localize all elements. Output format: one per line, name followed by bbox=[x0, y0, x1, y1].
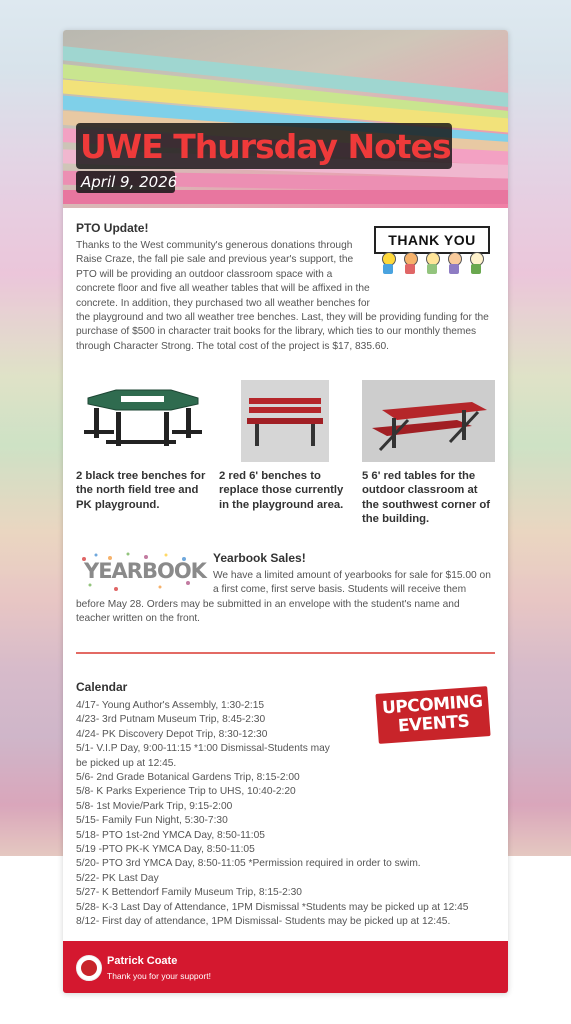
hero-banner bbox=[63, 30, 508, 208]
calendar-item: 5/28- K-3 Last Day of Attendance, 1PM Dismissal *Students may be picked up at 12:45 bbox=[76, 901, 469, 913]
yearbook-logo-text: YEARBOOK bbox=[84, 559, 206, 583]
yearbook-text-block bbox=[76, 569, 495, 627]
calendar-item: 5/22- PK Last Day bbox=[76, 872, 159, 884]
calendar-item: 5/19 -PTO PK-K YMCA Day, 8:50-11:05 bbox=[76, 844, 255, 856]
calendar-item: 5/27- K Bettendorf Family Museum Trip, 8:15-2:30 bbox=[76, 887, 302, 899]
footer bbox=[63, 941, 508, 993]
calendar-item: 4/23- 3rd Putnam Museum Trip, 8:45-2:30 bbox=[76, 714, 266, 726]
sender-name[interactable]: Patrick Coate bbox=[107, 955, 178, 967]
issue-date: April 9, 2026 bbox=[81, 173, 178, 191]
red-table-photo bbox=[362, 380, 495, 462]
calendar-item: 5/15- Family Fun Night, 5:30-7:30 bbox=[76, 815, 228, 827]
upcoming-badge-line1: UPCOMING bbox=[381, 691, 484, 719]
calendar-item: 5/8- 1st Movie/Park Trip, 9:15-2:00 bbox=[76, 800, 233, 812]
school-logo-icon bbox=[76, 955, 102, 981]
newsletter-card bbox=[63, 30, 508, 993]
calendar-item: 5/8- K Parks Experience Trip to UHS, 10:40-2:20 bbox=[76, 786, 296, 798]
page-title: UWE Thursday Notes bbox=[80, 126, 451, 166]
furniture-caption-3: 5 6' red tables for the outdoor classroom at the southwest corner of the building. bbox=[362, 470, 491, 526]
footer-message: Thank you for your support! bbox=[107, 971, 211, 981]
calendar-heading: Calendar bbox=[76, 680, 128, 694]
pto-body-text: Thanks to the West community's generous donations through Raise Craze, the fall pie sale and previous year's support, the PTO will be providing an outdoor classroom space with a concrete floor and five all weather tables that will be affixed in the concrete. In addition, they purchased two all weather benches for the playground and two all weather tree benches. Last, they will be providing funding for the purchase of $500 in character trait books for the library, which ties to our monthly themes through Character Strong. The total cost of the project is $17, 835.60. bbox=[76, 240, 489, 352]
tree-bench-photo bbox=[76, 380, 209, 460]
section-divider bbox=[76, 652, 495, 654]
pto-heading: PTO Update! bbox=[76, 221, 149, 235]
furniture-caption-2: 2 red 6' benches to replace those currently in the playground area. bbox=[219, 470, 344, 511]
calendar-item: 5/6- 2nd Grade Botanical Gardens Trip, 8:15-2:00 bbox=[76, 772, 300, 784]
calendar-item: 5/18- PTO 1st-2nd YMCA Day, 8:50-11:05 bbox=[76, 829, 265, 841]
calendar-list bbox=[76, 699, 495, 930]
date-box bbox=[76, 171, 178, 193]
title-box bbox=[76, 123, 452, 169]
thank-you-sign: THANK YOU bbox=[374, 226, 490, 254]
calendar-item: 4/24- PK Discovery Depot Trip, 8:30-12:30 bbox=[76, 728, 268, 740]
calendar-item: 4/17- Young Author's Assembly, 1:30-2:15 bbox=[76, 700, 265, 711]
red-bench-photo bbox=[241, 380, 329, 462]
calendar-item: 8/12- First day of attendance, 1PM Dismissal- Students may be picked up at 12:45. bbox=[76, 916, 451, 928]
yearbook-body: We have a limited amount of yearbooks for sale for $15.00 on a first come, first serve basis. Students will receive them before May 28. Orders may be submitted in an envelope with the student's name and teacher written on the front. bbox=[76, 570, 491, 625]
upcoming-badge-line2: EVENTS bbox=[397, 711, 470, 737]
furniture-caption-1: 2 black tree benches for the north field tree and PK playground. bbox=[76, 470, 206, 511]
calendar-item: 5/20- PTO 3rd YMCA Day, 8:50-11:05 *Permission required in order to swim. bbox=[76, 858, 421, 870]
calendar-item: 5/1- V.I.P Day, 9:00-11:15 *1:00 Dismissal-Students may be picked up at 12:45. bbox=[76, 743, 330, 769]
thank-you-image bbox=[374, 226, 490, 282]
yearbook-heading-wrap bbox=[213, 551, 495, 565]
yearbook-heading: Yearbook Sales! bbox=[213, 551, 306, 565]
